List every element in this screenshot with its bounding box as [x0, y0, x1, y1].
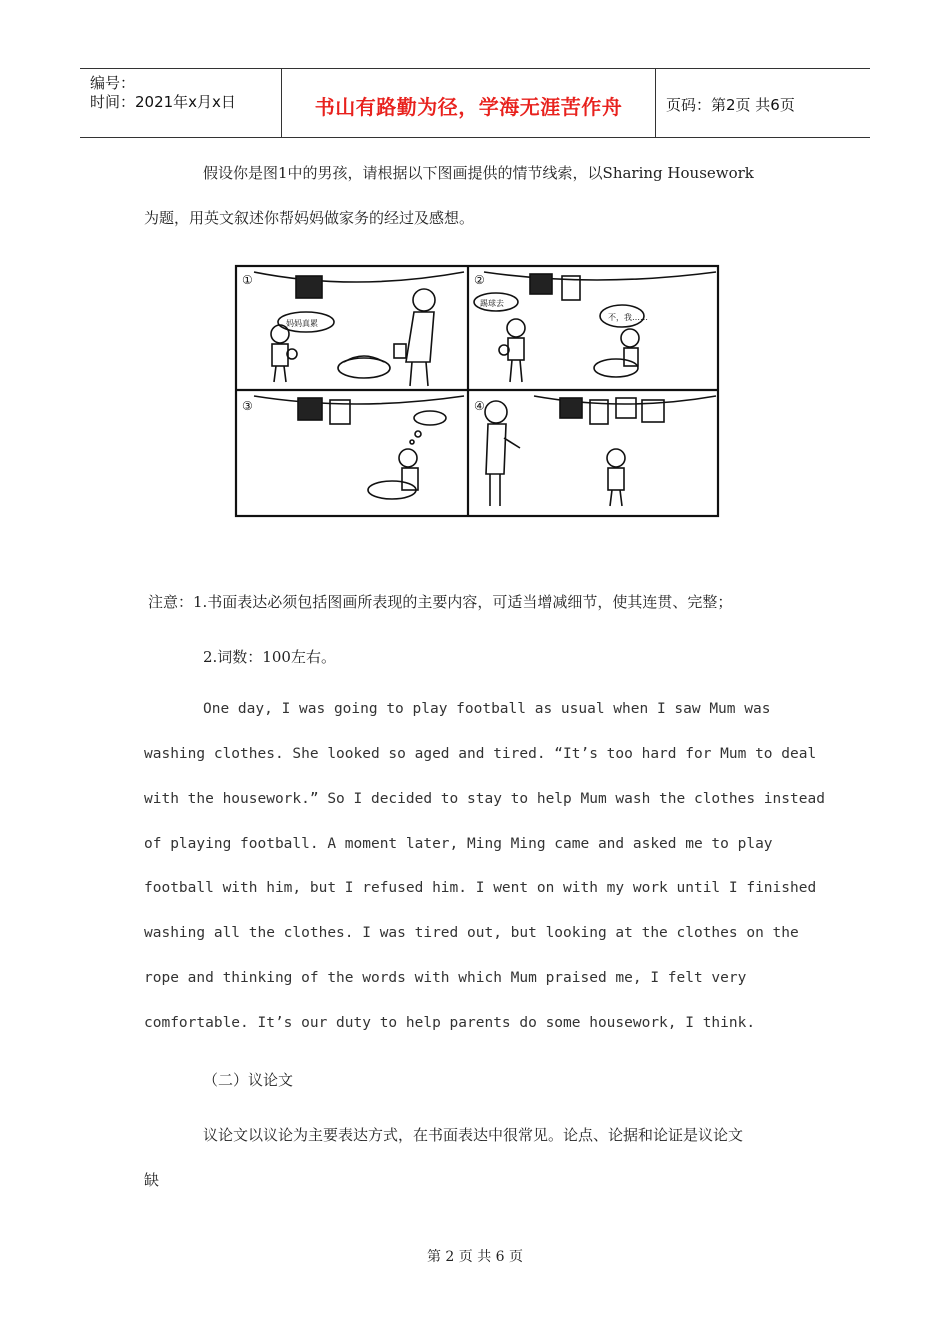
clothesline: [484, 272, 716, 280]
page-footer: 第 2 页 共 6 页: [426, 1249, 524, 1265]
boy-body: [272, 344, 288, 366]
panel-3-scene: [254, 396, 464, 499]
section-heading: （二）议论文: [203, 1071, 294, 1089]
boy-body: [608, 468, 624, 490]
hanging-cloth: [296, 276, 322, 298]
essay-line-6: washing all the clothes. I was tired out, but looking at the clothes on the: [144, 925, 799, 941]
panel-label-4: ④: [474, 399, 485, 413]
page-header: [80, 68, 870, 138]
header-page-cell: [656, 69, 870, 137]
number-label: 编号：: [90, 74, 136, 92]
panel-1-scene: [254, 272, 464, 386]
mother-body: [406, 312, 434, 362]
panel-label-3: ③: [242, 399, 253, 413]
bubble-text-1: 妈妈真累: [286, 319, 318, 328]
boy-head: [621, 329, 639, 347]
header-meta: [80, 69, 282, 137]
hanging-cloth: [616, 398, 636, 418]
essay-line-3: with the housework.” So I decided to stay to help Mum wash the clothes instead: [144, 791, 825, 807]
washbasin: [594, 359, 638, 377]
cartoon-illustration: [234, 262, 728, 520]
task-line-2: 为题，用英文叙述你帮妈妈做家务的经过及感想。: [144, 209, 475, 227]
essay-line-5: football with him, but I refused him. I went on with my work until I finished: [144, 880, 817, 896]
hanging-cloth: [298, 398, 322, 420]
panel-4-scene: [485, 396, 716, 506]
mother-body: [486, 424, 506, 474]
essay-line-8: comfortable. It’s our duty to help parents do some housework, I think.: [144, 1015, 756, 1031]
section-line-2: 缺: [144, 1171, 160, 1189]
note-line-1: 注意：1.书面表达必须包括图画所表现的主要内容，可适当增减细节，使其连贯、完整；: [148, 593, 733, 611]
bucket: [394, 344, 406, 358]
mother-head: [485, 401, 507, 423]
header-motto-cell: [282, 69, 656, 137]
boy-head: [399, 449, 417, 467]
mother-head: [413, 289, 435, 311]
friend-body: [508, 338, 524, 360]
bubble-text-2-right: 不，我……: [608, 313, 648, 322]
foam: [344, 356, 384, 362]
date-label: 时间：2021年x月x日: [90, 93, 236, 111]
boy-head: [607, 449, 625, 467]
hanging-cloth: [530, 274, 552, 294]
bubble-text-2-left: 踢球去: [480, 299, 504, 308]
clothesline: [254, 272, 464, 282]
panel-label-2: ②: [474, 273, 485, 287]
note-line-2: 2.词数：100左右。: [203, 648, 336, 666]
thought-bubble: [414, 411, 446, 425]
essay-line-1: One day, I was going to play football as usual when I saw Mum was: [203, 701, 771, 717]
task-line-1: 假设你是图1中的男孩，请根据以下图画提供的情节线索，以Sharing Housework: [203, 164, 754, 182]
essay-line-7: rope and thinking of the words with which Mum praised me, I felt very: [144, 970, 747, 986]
section-line-1: 议论文以议论为主要表达方式，在书面表达中很常见。论点、论据和论证是议论文: [203, 1126, 744, 1144]
boy-body: [402, 468, 418, 490]
panel-label-1: ①: [242, 273, 253, 287]
essay-line-2: washing clothes. She looked so aged and tired. “It’s too hard for Mum to deal: [144, 746, 817, 762]
hanging-cloth: [560, 398, 582, 418]
clothesline: [254, 396, 464, 404]
friend-head: [507, 319, 525, 337]
panel-2-scene: [474, 272, 716, 382]
motto: 书山有路勤为径，学海无涯苦作舟: [314, 95, 623, 119]
essay-line-4: of playing football. A moment later, Ming Ming came and asked me to play: [144, 836, 773, 852]
page-info: 页码：第2页 共6页: [666, 96, 795, 114]
